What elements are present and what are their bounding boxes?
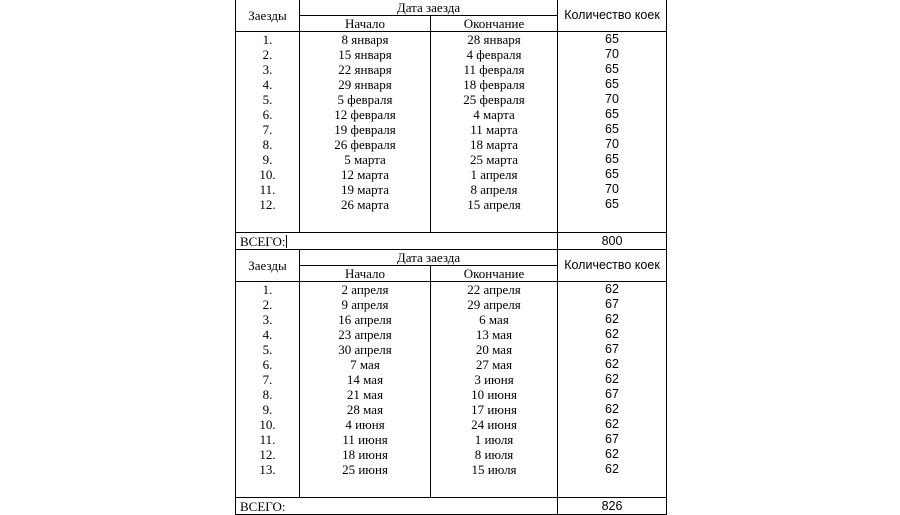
table-2-header	[236, 250, 667, 282]
beds-count-cell: 70	[558, 92, 667, 107]
end-date-cell: 15 апреля	[431, 197, 558, 212]
beds-count-cell: 62	[558, 327, 667, 342]
beds-count-cell: 65	[558, 32, 667, 48]
table-row	[236, 152, 667, 167]
end-date-cell: 6 мая	[431, 312, 558, 327]
end-date-cell: 4 марта	[431, 107, 558, 122]
run-number-cell: 4.	[236, 77, 300, 92]
run-number-cell: 7.	[236, 122, 300, 137]
end-date-cell: 11 марта	[431, 122, 558, 137]
beds-count-cell: 62	[558, 357, 667, 372]
table-row	[236, 327, 667, 342]
start-header: Начало	[300, 16, 431, 32]
end-date-cell: 13 мая	[431, 327, 558, 342]
total-label: ВСЕГО:	[236, 233, 558, 250]
table-1-spacer	[236, 212, 667, 233]
total-value: 800	[558, 233, 667, 250]
table-row	[236, 92, 667, 107]
start-date-cell: 16 апреля	[300, 312, 431, 327]
end-date-cell: 25 февраля	[431, 92, 558, 107]
beds-count-cell: 65	[558, 107, 667, 122]
start-date-cell: 5 февраля	[300, 92, 431, 107]
run-number-cell: 9.	[236, 402, 300, 417]
start-date-cell: 18 июня	[300, 447, 431, 462]
start-date-cell: 14 мая	[300, 372, 431, 387]
start-date-cell: 12 февраля	[300, 107, 431, 122]
end-date-cell: 3 июня	[431, 372, 558, 387]
run-number-cell: 1.	[236, 32, 300, 48]
start-date-cell: 26 февраля	[300, 137, 431, 152]
start-date-cell: 22 января	[300, 62, 431, 77]
start-date-cell: 25 июня	[300, 462, 431, 477]
run-number-cell: 5.	[236, 92, 300, 107]
table-row	[236, 432, 667, 447]
beds-count-cell: 62	[558, 282, 667, 298]
beds-header: Количество коек	[558, 0, 667, 32]
table-row	[236, 342, 667, 357]
beds-count-cell: 62	[558, 417, 667, 432]
run-number-cell: 8.	[236, 387, 300, 402]
run-number-cell: 10.	[236, 417, 300, 432]
run-number-cell: 3.	[236, 62, 300, 77]
end-date-cell: 28 января	[431, 32, 558, 48]
text-cursor	[286, 235, 287, 248]
end-date-cell: 20 мая	[431, 342, 558, 357]
beds-count-cell: 67	[558, 342, 667, 357]
run-number-cell: 11.	[236, 432, 300, 447]
table-2-spacer	[236, 477, 667, 498]
table-row	[236, 62, 667, 77]
total-value: 826	[558, 498, 667, 515]
start-date-cell: 28 мая	[300, 402, 431, 417]
start-date-cell: 29 января	[300, 77, 431, 92]
start-date-cell: 30 апреля	[300, 342, 431, 357]
end-date-cell: 18 марта	[431, 137, 558, 152]
run-number-cell: 4.	[236, 327, 300, 342]
table-2-total-row	[236, 498, 667, 515]
run-number-cell: 8.	[236, 137, 300, 152]
run-number-cell: 2.	[236, 297, 300, 312]
end-date-cell: 18 февраля	[431, 77, 558, 92]
end-header: Окончание	[431, 266, 558, 282]
start-date-cell: 21 мая	[300, 387, 431, 402]
start-date-cell: 4 июня	[300, 417, 431, 432]
start-date-cell: 5 марта	[300, 152, 431, 167]
start-date-cell: 15 января	[300, 47, 431, 62]
table-row	[236, 122, 667, 137]
date-header: Дата заезда	[300, 250, 558, 266]
beds-count-cell: 65	[558, 167, 667, 182]
schedule-table-2	[235, 250, 667, 515]
table-1-total-row	[236, 233, 667, 250]
end-date-cell: 1 апреля	[431, 167, 558, 182]
table-row	[236, 387, 667, 402]
run-number-cell: 10.	[236, 167, 300, 182]
start-date-cell: 8 января	[300, 32, 431, 48]
beds-count-cell: 65	[558, 197, 667, 212]
table-row	[236, 417, 667, 432]
table-row	[236, 167, 667, 182]
start-date-cell: 11 июня	[300, 432, 431, 447]
beds-count-cell: 65	[558, 152, 667, 167]
table-row	[236, 297, 667, 312]
beds-count-cell: 65	[558, 122, 667, 137]
table-row	[236, 447, 667, 462]
end-date-cell: 22 апреля	[431, 282, 558, 298]
end-date-cell: 27 мая	[431, 357, 558, 372]
start-date-cell: 12 марта	[300, 167, 431, 182]
table-row	[236, 462, 667, 477]
beds-count-cell: 67	[558, 432, 667, 447]
schedule-table-1	[235, 0, 667, 250]
beds-count-cell: 67	[558, 297, 667, 312]
run-number-cell: 1.	[236, 282, 300, 298]
runs-header: Заезды	[236, 0, 300, 32]
beds-header: Количество коек	[558, 250, 667, 282]
table-row	[236, 372, 667, 387]
table-row	[236, 47, 667, 62]
runs-header: Заезды	[236, 250, 300, 282]
table-2-body	[236, 282, 667, 478]
table-row	[236, 197, 667, 212]
run-number-cell: 9.	[236, 152, 300, 167]
start-date-cell: 7 мая	[300, 357, 431, 372]
beds-count-cell: 65	[558, 62, 667, 77]
run-number-cell: 2.	[236, 47, 300, 62]
start-date-cell: 26 марта	[300, 197, 431, 212]
table-row	[236, 137, 667, 152]
run-number-cell: 11.	[236, 182, 300, 197]
end-date-cell: 4 февраля	[431, 47, 558, 62]
end-date-cell: 8 июля	[431, 447, 558, 462]
start-date-cell: 23 апреля	[300, 327, 431, 342]
end-date-cell: 10 июня	[431, 387, 558, 402]
run-number-cell: 5.	[236, 342, 300, 357]
table-row	[236, 32, 667, 48]
beds-count-cell: 65	[558, 77, 667, 92]
start-date-cell: 19 февраля	[300, 122, 431, 137]
end-date-cell: 24 июня	[431, 417, 558, 432]
start-header: Начало	[300, 266, 431, 282]
table-row	[236, 282, 667, 298]
table-row	[236, 402, 667, 417]
table-row	[236, 182, 667, 197]
beds-count-cell: 62	[558, 372, 667, 387]
document-sheet	[235, 0, 666, 515]
start-date-cell: 2 апреля	[300, 282, 431, 298]
table-row	[236, 312, 667, 327]
end-date-cell: 11 февраля	[431, 62, 558, 77]
end-date-cell: 25 марта	[431, 152, 558, 167]
run-number-cell: 12.	[236, 197, 300, 212]
end-header: Окончание	[431, 16, 558, 32]
beds-count-cell: 70	[558, 47, 667, 62]
date-header: Дата заезда	[300, 0, 558, 16]
table-row	[236, 77, 667, 92]
run-number-cell: 6.	[236, 357, 300, 372]
total-label: ВСЕГО:	[236, 498, 558, 515]
beds-count-cell: 62	[558, 447, 667, 462]
beds-count-cell: 62	[558, 312, 667, 327]
table-1-body	[236, 32, 667, 213]
end-date-cell: 29 апреля	[431, 297, 558, 312]
table-1-header	[236, 0, 667, 32]
beds-count-cell: 62	[558, 462, 667, 477]
end-date-cell: 1 июля	[431, 432, 558, 447]
start-date-cell: 9 апреля	[300, 297, 431, 312]
end-date-cell: 17 июня	[431, 402, 558, 417]
table-row	[236, 107, 667, 122]
run-number-cell: 12.	[236, 447, 300, 462]
start-date-cell: 19 марта	[300, 182, 431, 197]
beds-count-cell: 70	[558, 137, 667, 152]
run-number-cell: 13.	[236, 462, 300, 477]
beds-count-cell: 62	[558, 402, 667, 417]
end-date-cell: 15 июля	[431, 462, 558, 477]
run-number-cell: 3.	[236, 312, 300, 327]
beds-count-cell: 70	[558, 182, 667, 197]
run-number-cell: 7.	[236, 372, 300, 387]
table-row	[236, 357, 667, 372]
run-number-cell: 6.	[236, 107, 300, 122]
beds-count-cell: 67	[558, 387, 667, 402]
end-date-cell: 8 апреля	[431, 182, 558, 197]
